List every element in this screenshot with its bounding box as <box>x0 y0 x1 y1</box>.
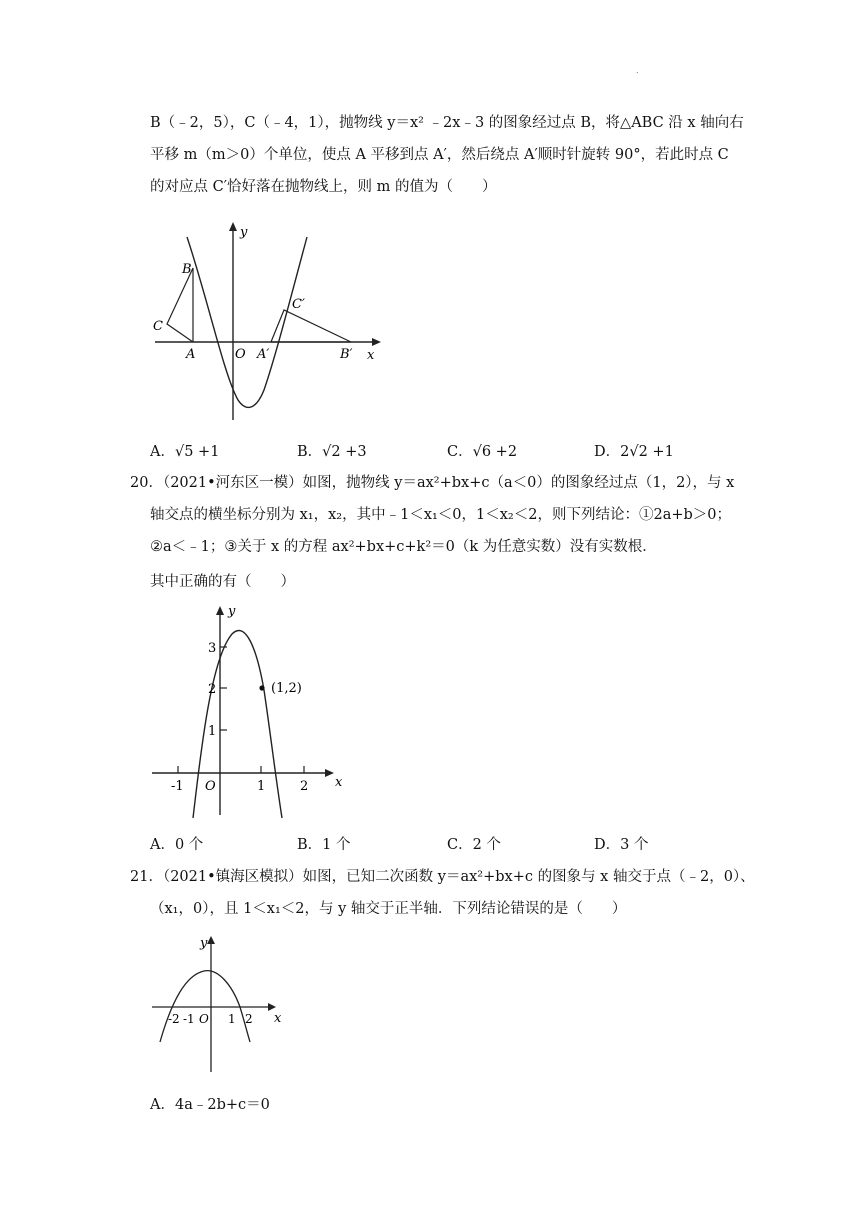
q20-tick-minus-1: -1 <box>171 779 184 794</box>
q19-point-b-prime: B′ <box>340 347 353 362</box>
q21-tick-minus-2: -2 <box>168 1012 180 1026</box>
q21-tick-2: 2 <box>245 1012 253 1026</box>
q20-tick-1: 1 <box>208 724 217 739</box>
q19-point-b: B <box>182 262 192 277</box>
q20-tick-x-1: 1 <box>257 779 266 794</box>
q20-line-2: 轴交点的横坐标分别为 x₁，x₂，其中﹣1＜x₁＜0，1＜x₂＜2，则下列结论：①2a+b＞0； <box>150 507 731 523</box>
q21-x-label: x <box>274 1011 282 1026</box>
q19-y-label: y <box>240 225 248 240</box>
q19-option-b[interactable]: B．√2 +3 <box>297 444 367 460</box>
q20-option-d[interactable]: D．3 个 <box>594 837 649 853</box>
q19-option-d[interactable]: D．2√2 +1 <box>594 444 674 460</box>
q21-origin: O <box>199 1012 209 1026</box>
q19-line-1: B（﹣2，5），C（﹣4，1），抛物线 y＝x² ﹣2x﹣3 的图象经过点 B，将△ABC 沿 x 轴向右 <box>150 115 744 131</box>
q19-option-a[interactable]: A．√5 +1 <box>150 444 220 460</box>
q21-y-label: y <box>200 936 208 951</box>
page-mark: . <box>636 66 639 75</box>
q20-tick-3: 3 <box>208 641 217 656</box>
q19-x-label: x <box>367 348 375 363</box>
q20-origin: O <box>205 779 216 794</box>
q20-tick-x-2: 2 <box>300 779 309 794</box>
q20-y-label: y <box>228 604 236 619</box>
q19-origin: O <box>235 347 246 362</box>
q20-option-a[interactable]: A．0 个 <box>150 837 204 853</box>
q19-line-3: 的对应点 C′恰好落在抛物线上，则 m 的值为（ ） <box>150 179 497 195</box>
q21-tick-minus-1: -1 <box>183 1012 195 1026</box>
q19-point-a-prime: A′ <box>257 347 270 362</box>
q20-tick-2: 2 <box>208 682 217 697</box>
q20-option-c[interactable]: C．2 个 <box>447 837 501 853</box>
q21-option-a[interactable]: A．4a﹣2b+c＝0 <box>150 1097 270 1113</box>
q20-option-b[interactable]: B．1 个 <box>297 837 351 853</box>
q19-point-c-prime: C′ <box>292 297 305 312</box>
q19-point-c: C <box>153 319 163 334</box>
q20-line-3: ②a＜﹣1；③关于 x 的方程 ax²+bx+c+k²＝0（k 为任意实数）没有实数根． <box>150 539 657 555</box>
q20-line-4: 其中正确的有（ ） <box>150 574 295 590</box>
q21-line-1: 21．（2021•镇海区模拟）如图，已知二次函数 y＝ax²+bx+c 的图象与 x 轴交于点（﹣2，0）、 <box>130 869 755 885</box>
q21-line-2: （x₁，0），且 1＜x₁＜2，与 y 轴交于正半轴．下列结论错误的是（ ） <box>150 901 627 917</box>
q20-line-1: 20．（2021•河东区一模）如图，抛物线 y＝ax²+bx+c（a＜0）的图象经过点（1，2），与 x <box>130 475 735 491</box>
q20-x-label: x <box>335 775 343 790</box>
q19-option-c[interactable]: C．√6 +2 <box>447 444 518 460</box>
q20-point-label: (1,2) <box>271 681 302 696</box>
q21-tick-1: 1 <box>228 1012 236 1026</box>
q19-line-2: 平移 m（m＞0）个单位，使点 A 平移到点 A′，然后绕点 A′顺时针旋转 90°，若此时点 C <box>150 147 729 163</box>
q19-point-a: A <box>186 347 196 362</box>
